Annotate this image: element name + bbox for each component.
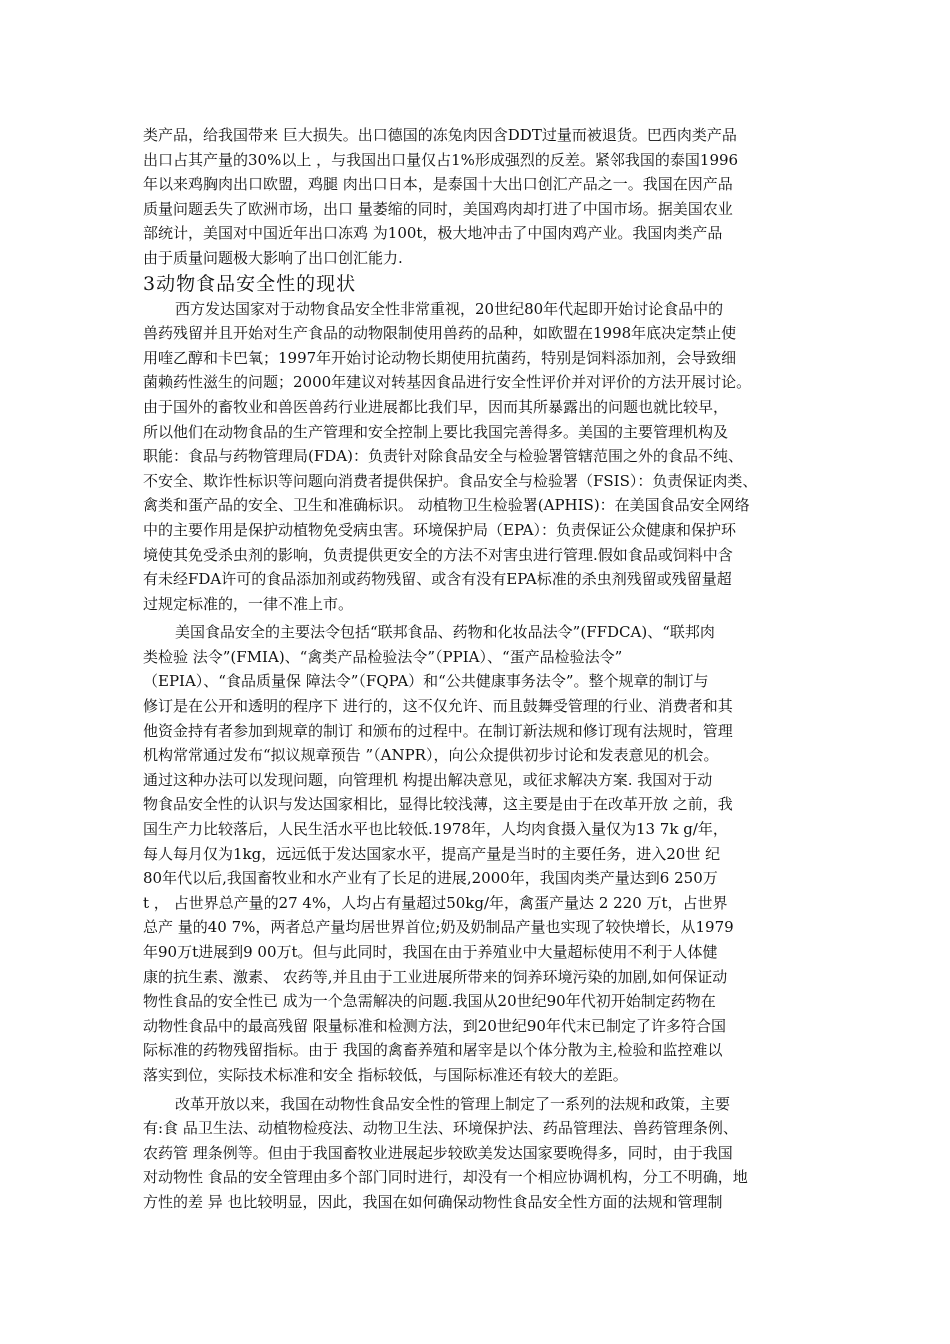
- text-line: 西方发达国家对于动物食品安全性非常重视，20世纪80年代起即开始讨论食品中的: [175, 299, 724, 318]
- text-line: （EPIA）、“食品质量保 障法令”（FQPA）和“公共健康事务法令”。整个规章的制订与: [143, 672, 709, 691]
- text-line: 出口占其产量的30%以上 ，与我国出口量仅占1%形成强烈的反差。紧邻我国的泰国1996: [143, 150, 739, 169]
- text-line: 中的主要作用是保护动植物免受病虫害。环境保护局（EPA）：负责保证公众健康和保护环: [143, 520, 737, 539]
- text-line: 类检验 法令”(FMIA)、“禽类产品检验法令”（PPIA）、“蛋产品检验法令”: [143, 647, 623, 666]
- text-line: 境使其免受杀虫剂的影响，负责提供更安全的方法不对害虫进行管理.假如食品或饲料中含: [143, 545, 733, 564]
- section-heading: 3动物食品安全性的现状: [143, 272, 357, 295]
- text-line: 所以他们在动物食品的生产管理和安全控制上要比我国完善得多。美国的主要管理机构及: [143, 422, 729, 441]
- text-line: 由于质量问题极大影响了出口创汇能力.: [143, 248, 403, 267]
- text-line: 国生产力比较落后，人民生活水平也比较低.1978年，人均肉食摄入量仅为13 7k g/年，: [143, 820, 728, 839]
- paragraph-china-regulations: [143, 1092, 813, 1215]
- text-line: 类产品，给我国带来 巨大损失。出口德国的冻兔肉因含DDT过量而被退货。巴西肉类产品: [143, 126, 737, 144]
- text-line: 机构常常通过发布“拟议规章预告 ”（ANPR），向公众提供初步讨论和发表意见的机会。: [143, 746, 719, 765]
- intro-paragraph: [143, 123, 813, 271]
- text-line: 际标准的药物残留指标。由于 我国的禽畜养殖和屠宰是以个体分散为主,检验和监控难以: [143, 1041, 723, 1060]
- text-line: 质量问题丢失了欧洲市场，出口 量萎缩的同时，美国鸡肉却打进了中国市场。据美国农业: [143, 199, 733, 218]
- text-line: t ， 占世界总产量的27 4%，人均占有量超过50kg/年，禽蛋产量达 2 220 万t，占世界: [143, 893, 728, 912]
- text-line: 菌赖药性滋生的问题；2000年建议对转基因食品进行安全性评价并对评价的方法开展讨论。: [143, 373, 752, 392]
- text-line: 改革开放以来，我国在动物性食品安全性的管理上制定了一系列的法规和政策，主要: [175, 1094, 731, 1113]
- paragraph-us-laws: [143, 620, 813, 1087]
- text-line: 对动物性 食品的安全管理由多个部门同时进行，却没有一个相应协调机构，分工不明确，地: [143, 1168, 748, 1187]
- text-line: 康的抗生素、激素、 农药等,并且由于工业进展所带来的饲养环境污染的加剧,如何保证动: [143, 967, 728, 986]
- text-line: 落实到位，实际技术标准和安全 指标较低，与国际标准还有较大的差距。: [143, 1065, 628, 1084]
- document-page: [143, 123, 813, 1215]
- text-line: 农药管 理条例等。但由于我国畜牧业进展起步较欧美发达国家要晚得多，同时，由于我国: [143, 1143, 733, 1162]
- text-line: 每人每月仅为1kg，远远低于发达国家水平，提高产量是当时的主要任务，进入20世 纪: [143, 844, 721, 863]
- text-line: 有:食 品卫生法、动植物检疫法、动物卫生法、环境保护法、药品管理法、兽药管理条例、: [143, 1119, 738, 1138]
- text-line: 他资金持有者参加到规章的制订 和颁布的过程中。在制订新法规和修订现有法规时，管理: [143, 721, 733, 740]
- text-line: 用喹乙醇和卡巴氧；1997年开始讨论动物长期使用抗菌药，特别是饲料添加剂，会导致细: [143, 348, 737, 367]
- text-line: 兽药残留并且开始对生产食品的动物限制使用兽药的品种，如欧盟在1998年底决定禁止使: [143, 324, 737, 343]
- text-line: 年以来鸡胸肉出口欧盟，鸡腿 肉出口日本，是泰国十大出口创汇产品之一。我国在因产品: [143, 175, 733, 194]
- text-line: 物性食品的安全性已 成为一个急需解决的问题.我国从20世纪90年代初开始制定药物在: [143, 992, 716, 1011]
- text-line: 不安全、欺诈性标识等问题向消费者提供保护。食品安全与检验署（FSIS）：负责保证肉类、: [143, 471, 758, 490]
- text-line: 总产 量的40 7%，两者总产量均居世界首位;奶及奶制品产量也实现了较快增长，从1979: [143, 918, 734, 937]
- text-line: 年90万t进展到9 00万t。但与此同时，我国在由于养殖业中大量超标使用不利于人体健: [143, 943, 718, 961]
- paragraph-western-countries: [143, 297, 813, 617]
- text-line: 有未经FDA许可的食品添加剂或药物残留、或含有没有EPA标准的杀虫剂残留或残留量超: [143, 570, 732, 589]
- text-line: 物食品安全性的认识与发达国家相比，显得比较浅薄，这主要是由于在改革开放 之前，我: [143, 795, 733, 814]
- text-line: 方性的差 异 也比较明显，因此，我国在如何确保动物性食品安全性方面的法规和管理制: [143, 1192, 723, 1211]
- text-line: 过规定标准的，一律不准上市。: [143, 594, 354, 613]
- text-line: 80年代以后,我国畜牧业和水产业有了长足的进展,2000年，我国肉类产量达到6 250万: [143, 869, 718, 888]
- text-line: 禽类和蛋产品的安全、卫生和准确标识。 动植物卫生检验署(APHIS)：在美国食品安全网络: [143, 496, 750, 515]
- text-line: 职能：食品与药物管理局(FDA)：负责针对除食品安全与检验署管辖范围之外的食品不纯、: [143, 447, 743, 466]
- text-line: 修订是在公开和透明的程序下 进行的，这不仅允许、而且鼓舞受管理的行业、消费者和其: [143, 697, 733, 716]
- text-line: 由于国外的畜牧业和兽医兽药行业进展都比我们早，因而其所暴露出的问题也就比较早，: [143, 397, 729, 416]
- text-line: 美国食品安全的主要法令包括“联邦食品、药物和化妆品法令”(FFDCA)、“联邦肉: [175, 623, 715, 642]
- text-line: 部统计，美国对中国近年出口冻鸡 为100t，极大地冲击了中国肉鸡产业。我国肉类产品: [143, 224, 723, 243]
- text-line: 动物性食品中的最高残留 限量标准和检测方法，到20世纪90年代末已制定了许多符合国: [143, 1016, 726, 1035]
- text-line: 通过这种办法可以发现问题，向管理机 构提出解决意见，或征求解决方案. 我国对于动: [143, 770, 713, 789]
